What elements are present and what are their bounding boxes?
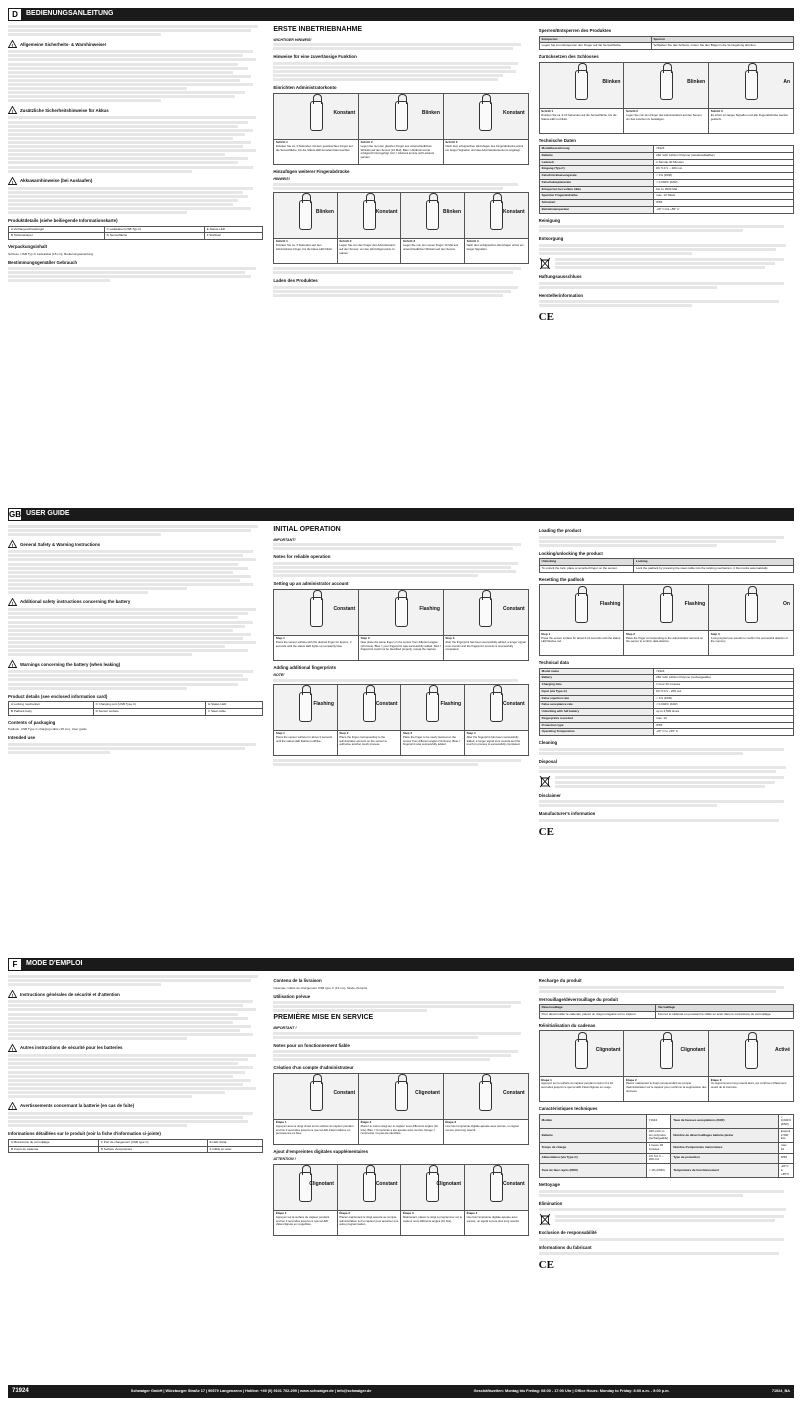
step-panel: Blinken Schritt 2 Legen Sie nun den gleichen Finger aus unterschiedlichen Winkeln auf den Sensor (10 Mal). Blau = Abdruck wurde erfolgreich hinzugefügt. Rot = Abdruck konnte nicht erkannt werden. <box>359 94 444 164</box>
fr-clean-heading: Nettoyage <box>538 1182 560 1188</box>
step-panel: Konstant Schritt 4 Nach dem erfolgreichen Hinzufügen ertönt ein langer Signalton. <box>465 193 528 263</box>
fr-safety-heading: ! Instructions générales de sécurité et d'attention <box>8 990 263 998</box>
fr-disposal-heading: Élimination <box>538 1200 563 1206</box>
step-panel: An Schritt 3 Es ertönt ein langer Signalton und alle Fingerabdrücke werden gelöscht. <box>709 63 793 133</box>
step-panel: Flashing Step 2 Now place the same finger on the sensor from different angles (10 times). Blue = your fingerprint was successfully added. Red = fingerprint could not be identified properly, repeat the capture. <box>359 590 444 660</box>
fr-tech-table: Modèle 71924 Taux de fausses acceptations (FAR) < 0,002% (FAR) Batterie 260 mAh Li-ion polymère (rechargeable) Nombre de déverrouillages batterie pleine jusqu'à 2 500 fois Temps de charge 1 heure 30 minutes Nombre d'empreintes mémorisées max. 10 Alimentation (via Type-C) CC 5,0 V – 200 mA Type de protection IP65 Taux de faux rejets (FRR) < 1% (FRR) Température de fonctionnement -20°C à +55°C <box>539 1114 794 1179</box>
step-panel: Flashing Step 3 Place the finger to be newly learned on the sensor from different angles (10 times). Blue = fingerprint was successfully added. <box>401 685 465 755</box>
warning-icon <box>8 1044 17 1052</box>
gb-contents-table: A Locking mechanism C Charging port (USB Type C) E Status LED B Padlock body D Sensor surface F Steel cable <box>8 701 263 716</box>
fr-unlock-heading: Verrouillage/déverrouillage du produit <box>538 996 618 1002</box>
step-panel: Constant Step 4 After the fingerprint has been successfully added, a longer signal tone sounds and the touch-in process is successfully completed. <box>465 685 528 755</box>
weee-bin-icon <box>539 257 551 270</box>
gb-disposal-heading: Disposal <box>538 758 557 764</box>
de-battery-heading: ! Zusätzliche Sicherheitshinweise für Akkus <box>8 106 263 114</box>
padlock-icon <box>299 200 312 230</box>
gb-col-2 <box>273 524 528 956</box>
padlock-icon <box>575 1039 588 1069</box>
weee-bin-icon <box>539 1213 551 1226</box>
section-fr <box>8 974 794 1382</box>
svg-text:!: ! <box>11 993 14 999</box>
lang-code-de: D <box>8 8 22 21</box>
de-clean-heading: Reinigung <box>538 217 561 223</box>
gb-initial-heading: INITIAL OPERATION <box>273 526 341 533</box>
gb-col-1 <box>8 524 263 956</box>
de-charge-heading: Laden des Produktes <box>273 278 318 284</box>
fr-unlock-table: Déverrouillage Verrouillage Pour déverrouiller le cadenas, placez un doigt enregistré sur le capteur. Fermez le cadenas en poussant le câble en acier dans le mécanisme de verrouillage. <box>539 1004 794 1019</box>
step-panel: Constant Étape 1 Appuyez avec le doigt choisi sur la surface du capteur pendant environ 3 secondes jusqu'à ce que la LED d'état s'allume en permanence en bleu. <box>274 1074 359 1144</box>
de-packaging-text: Schloss, USB Typ-C Ladekabel (15 cm), Bedienungsanleitung <box>8 251 94 256</box>
padlock-icon <box>363 1172 376 1202</box>
padlock-icon <box>395 597 408 627</box>
padlock-icon <box>479 101 492 131</box>
de-unlock-table: Entsperren Sperren Legen Sie zum Entsperren den Finger auf die Sensorfläche. Schließen Sie das Schloss, indem Sie den Bügel in die Verriegelung drücken. <box>539 36 794 51</box>
de-add-heading: Hinzufügen weiterer Fingerabdrücke <box>273 168 350 174</box>
step-panel: Clignotant Étape 1 Appuyez sur la surface du capteur pendant environ 6 à 10 secondes jusqu'à ce que la LED d'état clignote en rouge. <box>540 1031 625 1101</box>
de-unlock-heading: Sperren/Entsperren des Produktes <box>538 28 612 33</box>
step-panel: Constant Étape 3 Une fois l'empreinte digitale ajoutée avec succès, un signal sonore plus long retentit. <box>444 1074 528 1144</box>
svg-text:!: ! <box>11 109 14 115</box>
gb-liability-heading: Disclaimer <box>538 792 561 798</box>
footer-company: Schwaiger GmbH | Würzburger Straße 17 | 90579 Langenzenn | Hotline: +49 (0) 9101 702-299 | www.schwaiger.de | info@schwaiger.de <box>130 1389 372 1394</box>
padlock-icon <box>363 200 376 230</box>
padlock-icon <box>310 1081 323 1111</box>
gb-add-note: NOTE! <box>273 673 285 678</box>
warning-icon <box>8 598 17 606</box>
section-header-fr <box>8 958 794 971</box>
de-col-1 <box>8 24 263 512</box>
step-panel: Flashing Step 2 Place the finger corresponding to the administrator account on the sensor to confirm data deletion. <box>624 585 709 655</box>
de-reset-heading: Zurücksetzen des Schlosses <box>538 54 599 59</box>
fr-notes-heading: Notes pour un fonctionnement fiable <box>273 1042 350 1048</box>
fr-packaging-heading: Contenu de la livraison <box>273 978 322 983</box>
fr-use-heading: Utilisation prévue <box>273 993 311 999</box>
fr-reset-heading: Réinitialisation du cadenas <box>538 1022 596 1028</box>
footer-bar <box>8 1385 794 1398</box>
de-info-heading: Herstellerinformation <box>538 292 584 298</box>
step-panel: Flashing Step 1 Press the sensor surface for about 3 seconds until the status LED flashes red/blue. <box>274 685 338 755</box>
warning-icon <box>8 660 17 668</box>
gb-tech-heading: Technical data <box>538 660 569 666</box>
lang-title-gb: USER GUIDE <box>26 510 70 518</box>
fr-liability-heading: Exclusion de responsabilité <box>538 1230 597 1236</box>
gb-add-steps <box>273 684 528 756</box>
de-col-3 <box>539 24 794 512</box>
padlock-icon <box>426 200 439 230</box>
fr-packaging-text: Cadenas, Câble de chargement USB type C (15 cm), Mode d'emploi <box>273 985 368 990</box>
step-panel: Constant Étape 4 Une fois l'empreinte digitale ajoutée avec succès, un signal sonore plus long retentit. <box>465 1165 528 1235</box>
de-contents-heading: Produktdetails (siehe beiliegende Informationskarte) <box>8 218 118 224</box>
step-panel: Konstant Schritt 2 Legen Sie nun den Finger des Administrators auf den Sensor, um den Hinzufügemodus zu starten. <box>338 193 402 263</box>
padlock-icon <box>490 200 503 230</box>
step-panel: Constant Step 3 After the fingerprint has been successfully added, a longer signal tone sounds and the fingerprint process is successfully completed. <box>444 590 528 660</box>
fr-col-1 <box>8 974 263 1382</box>
svg-text:!: ! <box>11 179 14 185</box>
de-add-steps <box>273 192 528 264</box>
gb-unlock-table: Unlocking Locking To unlock the lock, place a recorded finger on the sensor. Lock the padlock by pressing the steel cable into the locking mechanism, it then locks automatically. <box>539 558 794 573</box>
gb-tech-table: Model name 71924 Battery 260 mAh Lithium Polymer (rechargeable) Charging time 1 hour 30 minutes Input (via Type-C) DC 5.0 V - 200 mA False rejection rate < 1% (FRR) False acceptance rate < 0.002% (FAR) Unlocking with full battery up to 2,500 times Fingerprints recorded max. 10 Protection type IP65 Operating Temperature -20° C to +55° C <box>539 668 794 737</box>
padlock-icon <box>299 1172 312 1202</box>
footer-doc-code: 71924_BA <box>771 1389 790 1394</box>
padlock-icon <box>395 1081 408 1111</box>
gb-add-heading: Adding additional fingerprints <box>273 664 337 670</box>
step-panel: Flashing Step 1 Press the sensor surface for about 6-10 seconds until the status LED flashes red. <box>540 585 625 655</box>
padlock-icon <box>660 1039 673 1069</box>
step-panel: Clignotant Étape 1 Appuyez sur la surface du capteur pendant environ 3 secondes jusqu'à ce que la LED d'état clignote en rouge/bleu. <box>274 1165 338 1235</box>
fr-acid-heading: ! Avertissements concernant la batterie (en cas de fuite) <box>8 1102 263 1110</box>
lang-code-fr: F <box>8 958 22 971</box>
footer-hours: Geschäftszeiten: Montag bis Freitag: 08:00 - 17:00 Uhr | Office Hours: Monday to Friday: 8:00 a.m. - 5:00 p.m. <box>473 1389 670 1394</box>
step-panel: Blinken Schritt 2 Legen Sie nun den Finger des Administrators auf den Sensor, um das Löschen zu bestätigen. <box>624 63 709 133</box>
de-use-heading: Bestimmungsgemäßer Gebrauch <box>8 259 78 265</box>
svg-text:!: ! <box>11 663 14 669</box>
section-gb <box>8 524 794 956</box>
fr-admin-heading: Création d'un compte d'administrateur <box>273 1065 354 1071</box>
gb-admin-steps <box>273 589 528 661</box>
gb-acid-heading: ! Warnings concerning the battery (when leaking) <box>8 660 263 668</box>
de-add-note: HINWEIS! <box>273 177 290 182</box>
gb-safety-heading: ! General Safety & Warning Instructions <box>8 540 263 548</box>
padlock-icon <box>745 593 758 623</box>
de-reset-steps <box>539 62 794 134</box>
svg-text:!: ! <box>11 543 14 549</box>
padlock-icon <box>310 597 323 627</box>
step-panel: Konstant Schritt 3 Nach dem erfolgreichen Hinzufügen des Fingerabdrucks ertönt ein langer Signalton und das Administratorkonto ist angelegt. <box>444 94 528 164</box>
padlock-icon <box>310 101 323 131</box>
gb-reset-steps <box>539 584 794 656</box>
warning-icon <box>8 177 17 185</box>
padlock-icon <box>479 597 492 627</box>
step-panel: Blinken Schritt 1 Drücken Sie ca. 6-10 Sekunden auf die Sensorfläche, bis die Status-LED rot blinkt. <box>540 63 625 133</box>
step-panel: Activé Étape 3 Un signal sonore long retentit alors, qui confirme l'effacement réussi de la mémoire. <box>709 1031 793 1101</box>
de-safety-heading: ! Allgemeine Sicherheits- & Warnhinweise! <box>8 40 263 48</box>
warning-icon <box>8 1102 17 1110</box>
svg-text:!: ! <box>11 600 14 606</box>
padlock-icon <box>299 692 312 722</box>
de-important-heading: WICHTIGER HINWEIS! <box>273 37 312 42</box>
fr-col-2 <box>273 974 528 1382</box>
fr-initial-heading: PREMIÈRE MISE EN SERVICE <box>273 1014 374 1022</box>
gb-packaging-text: Padlock, USB Type C charging cable (15 cm), User guide <box>8 727 87 732</box>
warning-icon <box>8 106 17 114</box>
gb-unlock-heading: Locking/unlocking the product <box>538 550 603 556</box>
gb-packaging-heading: Contents of packaging <box>8 719 56 725</box>
step-panel: Konstant Schritt 1 Drücken Sie ca. 3 Sekunden mit dem gewünschten Finger auf die Sensorfläche, bis die Status-LED konstant blau leuchtet. <box>274 94 359 164</box>
fr-battery-heading: ! Autres instructions de sécurité pour les batteries <box>8 1044 263 1052</box>
gb-admin-heading: Setting up an administrator account <box>273 581 349 587</box>
section-de <box>8 24 794 512</box>
lang-title-de: BEDIENUNGSANLEITUNG <box>26 10 114 18</box>
fr-add-heading: Ajout d'empreintes digitales supplémentaires <box>273 1148 369 1154</box>
fr-tech-heading: Caractéristiques techniques <box>538 1106 598 1112</box>
fr-contents-table: A Mécanisme de verrouillage C Port de chargement (USB type C) E LED d'état B Corps du cadenas D Surface d'empreintes F Câble en acier <box>8 1139 263 1154</box>
de-liability-heading: Haftungsausschluss <box>538 274 582 280</box>
warning-icon <box>8 540 17 548</box>
step-panel: Constant Step 1 Press the sensor surface with the desired finger for approx. 3 seconds until the status LED lights up constantly blue. <box>274 590 359 660</box>
de-tech-table: Modellbezeichnung 71924 Batterie 260 mAh Lithium Polymer (wiederaufladbar) Ladezeit 1 Stunde 30 Minuten Eingang (Typ-C) DC 5.0 V – 200 mA Falschrückweisungsrate < 1% (FRR) Falschakzeptanzrate < 0,002% (FAR) Entsperren bei vollem Akku bis zu 2500 Mal Speicher Fingerabdrücke max. 10 Stück Schutzart IP65 Betriebstemperatur -20° C bis +55° C <box>539 145 794 214</box>
de-initial-heading: ERSTE INBETRIEBNAHME <box>273 26 363 33</box>
de-col-2 <box>273 24 528 512</box>
padlock-icon <box>745 70 758 100</box>
lang-title-fr: MODE D'EMPLOI <box>26 960 83 968</box>
gb-notes-heading: Notes for reliable operation <box>273 554 331 560</box>
gb-important-heading: IMPORTANT! <box>273 537 296 542</box>
fr-add-note: ATTENTION ! <box>273 1157 296 1162</box>
step-panel: Blinken Schritt 1 Drücken Sie ca. 3 Sekunden auf den Administrator-Finger, bis die blaue LED blinkt. <box>274 193 338 263</box>
ce-mark-icon: CE <box>538 1259 554 1272</box>
de-disposal-heading: Entsorgung <box>538 236 564 242</box>
gb-col-3 <box>539 524 794 956</box>
ce-mark-icon: CE <box>538 825 554 838</box>
step-panel: Blinken Schritt 3 Legen Sie nun den neuen Finger 10 Mal aus unterschiedlichen Winkeln auf den Sensor. <box>401 193 465 263</box>
gb-charge-heading: Loading the product <box>538 528 582 533</box>
step-panel: On Step 3 A long signal tone sounds to confirm the successful deletion of the memory. <box>709 585 793 655</box>
padlock-icon <box>575 70 588 100</box>
svg-text:!: ! <box>11 43 14 49</box>
step-panel: Clignotant Étape 2 Placez maintenant le doigt correspondant au compte d'administrateur sur le capteur pour confirmer la suppression des données. <box>624 1031 709 1101</box>
padlock-icon <box>575 593 588 623</box>
de-acid-heading: ! Akkuwarnhinweise (bei Auslaufen) <box>8 177 263 185</box>
padlock-icon <box>426 1172 439 1202</box>
gb-reset-heading: Resetting the padlock <box>538 576 585 582</box>
de-tech-heading: Technische Daten <box>538 137 576 143</box>
de-notes-heading: Hinweise für eine zuverlässige Funktion <box>273 54 357 60</box>
step-panel: Constant Step 2 Place the finger corresponding to the administrator account on the sensor to authorise another touch process. <box>338 685 402 755</box>
gb-clean-heading: Cleaning <box>538 740 558 746</box>
fr-add-steps <box>273 1164 528 1236</box>
step-panel: Constant Étape 2 Placez maintenant le doigt associé au compte administrateur sur le capteur pour autoriser une autre programmation. <box>338 1165 402 1235</box>
weee-bin-icon <box>539 775 551 788</box>
gb-battery-heading: ! Additional safety instructions concerning the battery <box>8 598 263 606</box>
fr-reset-steps <box>539 1030 794 1102</box>
lang-code-gb: GB <box>8 508 22 521</box>
gb-info-heading: Manufacturer's information <box>538 811 596 817</box>
svg-text:!: ! <box>11 1104 14 1110</box>
gb-use-heading: Intended use <box>8 735 36 741</box>
de-admin-heading: Einrichten Administratorkonto <box>273 85 337 91</box>
padlock-icon <box>490 692 503 722</box>
padlock-icon <box>363 692 376 722</box>
padlock-icon <box>479 1081 492 1111</box>
fr-info-heading: Informations du fabricant <box>538 1244 592 1250</box>
padlock-icon <box>660 70 673 100</box>
padlock-icon <box>660 593 673 623</box>
de-contents-table: A Vorhängeschlossbügel C Ladekabel (USB Typ-C) E Status-LED B Schlosskörper D Sensorfläche F Stahlseil <box>8 226 263 241</box>
padlock-icon <box>426 692 439 722</box>
section-header-gb <box>8 508 794 521</box>
ce-mark-icon: CE <box>538 311 554 324</box>
footer-model-number: 71924 <box>12 1387 29 1394</box>
fr-col-3 <box>539 974 794 1382</box>
svg-text:!: ! <box>11 1046 14 1052</box>
warning-icon <box>8 990 17 998</box>
warning-icon <box>8 40 17 48</box>
padlock-icon <box>745 1039 758 1069</box>
fr-charge-heading: Recharge du produit <box>538 978 582 983</box>
section-header-de <box>8 8 794 21</box>
de-packaging-heading: Verpackungsinhalt <box>8 244 48 250</box>
step-panel: Clignotant Étape 3 Maintenant, placez le doigt à programmer sur le capteur sous différents angles (10 fois). <box>401 1165 465 1235</box>
fr-contents-heading: Informations détaillées sur le produit (voir la fiche d'information ci-jointe) <box>8 1131 161 1137</box>
step-panel: Clignotant Étape 2 Placez le même doigt sur le capteur sous différents angles (10 fois). Bleu = l'empreinte a été ajoutée avec succès. Rouge = l'empreinte n'a pas été identifiée. <box>359 1074 444 1144</box>
padlock-icon <box>395 101 408 131</box>
padlock-icon <box>490 1172 503 1202</box>
fr-admin-steps <box>273 1073 528 1145</box>
fr-important-heading: IMPORTANT ! <box>273 1025 297 1030</box>
gb-contents-heading: Product details (see enclosed information card) <box>8 693 108 699</box>
de-admin-steps <box>273 93 528 165</box>
